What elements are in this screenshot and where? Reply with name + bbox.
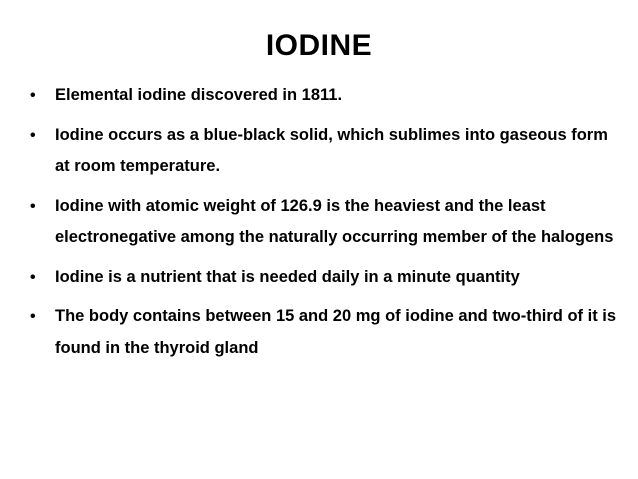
bullet-dot-icon: • — [30, 87, 36, 104]
bullet-item — [30, 262, 620, 294]
bullet-item — [30, 301, 620, 364]
bullet-text: Iodine is a nutrient that is needed daily in a minute quantity — [55, 267, 520, 286]
bullet-item — [30, 191, 620, 254]
bullet-text: Elemental iodine discovered in 1811. — [55, 86, 343, 104]
bullet-dot-icon: • — [30, 126, 36, 144]
bullet-text: Iodine occurs as a blue-black solid, which sublimes into gaseous form at room temperature. — [55, 125, 608, 175]
bullet-dot-icon: • — [30, 268, 36, 286]
bullet-item — [30, 120, 620, 183]
bullet-dot-icon: • — [30, 197, 36, 215]
bullet-text: Iodine with atomic weight of 126.9 is the heaviest and the least electronegative among the naturally occurring member of the halogens — [55, 196, 614, 246]
slide-title: IODINE — [265, 29, 373, 62]
bullet-dot-icon: • — [30, 308, 36, 325]
bullet-list — [30, 80, 620, 372]
bullet-item — [30, 80, 620, 112]
bullet-text: The body contains between 15 and 20 mg of iodine and two-third of it is found in the thyroid gland — [55, 307, 617, 357]
